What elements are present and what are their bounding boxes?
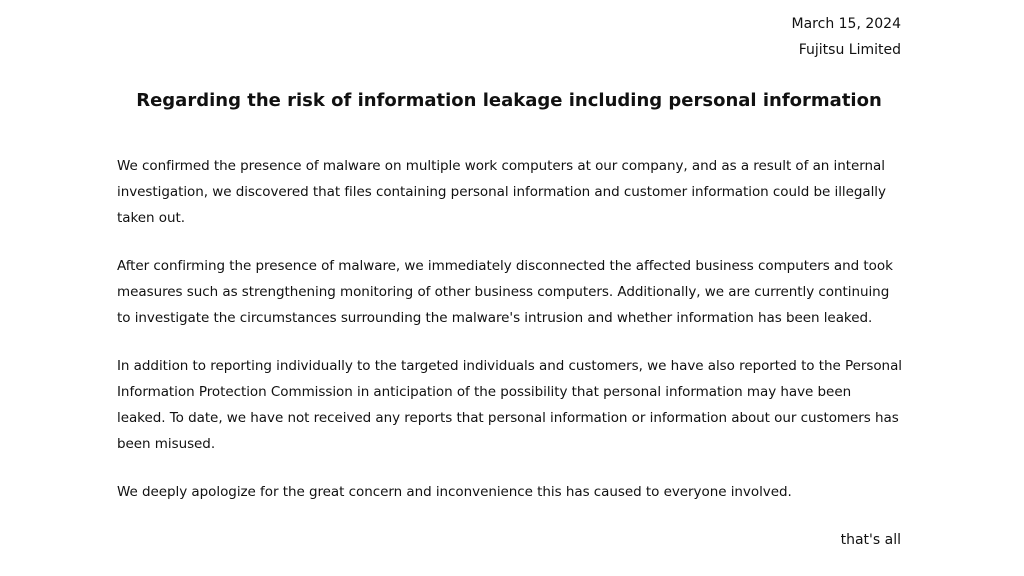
paragraph-line: been misused. xyxy=(117,436,216,452)
paragraph-apology xyxy=(117,479,901,505)
notice-date: March 15, 2024 xyxy=(791,16,901,32)
paragraph-line: In addition to reporting individually to the targeted individuals and customers, we have also reported to the Personal xyxy=(117,358,902,374)
paragraph-reporting xyxy=(117,353,901,457)
paragraph-line: We deeply apologize for the great concern and inconvenience this has caused to everyone involved. xyxy=(117,484,792,500)
notice-title: Regarding the risk of information leakage including personal information xyxy=(136,90,882,111)
paragraph-malware-discovery xyxy=(117,153,901,231)
paragraph-line: measures such as strengthening monitoring of other business computers. Additionally, we are currently continuing xyxy=(117,284,890,300)
paragraph-line: investigation, we discovered that files containing personal information and customer information could be illegally xyxy=(117,184,886,200)
paragraph-line: After confirming the presence of malware, we immediately disconnected the affected business computers and took xyxy=(117,258,893,274)
closing-remark: that's all xyxy=(840,532,901,548)
notice-document xyxy=(117,0,901,576)
company-name: Fujitsu Limited xyxy=(798,42,901,58)
paragraph-line: We confirmed the presence of malware on multiple work computers at our company, and as a result of an internal xyxy=(117,158,885,174)
paragraph-line: to investigate the circumstances surrounding the malware's intrusion and whether information has been leaked. xyxy=(117,310,873,326)
paragraph-line: Information Protection Commission in anticipation of the possibility that personal information may have been xyxy=(117,384,852,400)
paragraph-line: leaked. To date, we have not received any reports that personal information or information about our customers has xyxy=(117,410,899,426)
paragraph-line: taken out. xyxy=(117,210,185,226)
paragraph-response-measures xyxy=(117,253,901,331)
